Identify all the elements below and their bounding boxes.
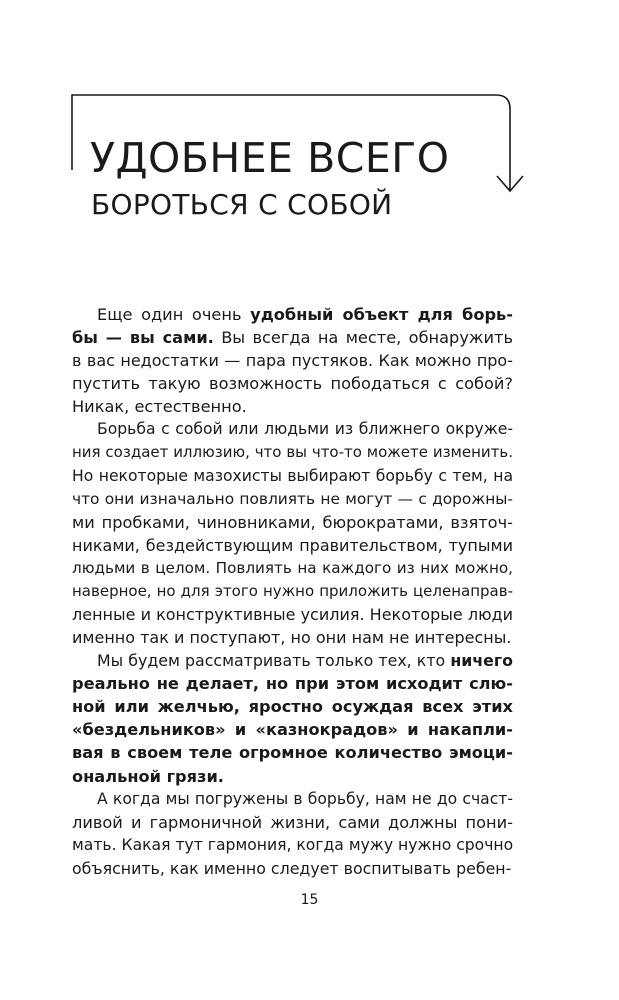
- text-line: [72, 811, 513, 834]
- chapter-subtitle: БОРОТЬСЯ С СОБОЙ: [91, 188, 393, 221]
- text-line: [72, 441, 513, 464]
- bold-text: «бездельников» и «казнокрадов» и накапли-: [72, 720, 513, 740]
- text-line: [72, 672, 513, 695]
- text-line: [72, 834, 513, 857]
- text-line: [72, 372, 513, 395]
- text-run: Вы всегда на месте, обнаружить: [213, 328, 513, 348]
- text-line: [72, 765, 513, 788]
- bold-text: ональной грязи.: [72, 766, 224, 786]
- text-run: объяснить, как именно следует воспитывать ребен-: [72, 858, 512, 878]
- text-run: ленные и конструктивные усилия. Некоторые люди: [72, 605, 513, 625]
- paragraph: [72, 649, 513, 787]
- text-line: [72, 580, 513, 603]
- text-run: Мы будем рассматривать только тех, кто: [97, 651, 451, 671]
- bold-text: реально не делает, но при этом исходит слю-: [72, 674, 513, 694]
- paragraph: [72, 303, 513, 418]
- text-line: [72, 418, 513, 441]
- text-run: Еще один очень: [97, 305, 251, 324]
- text-run: что они изначально повлиять не могут — с дорожны-: [72, 489, 513, 508]
- chapter-title: УДОБНЕЕ ВСЕГО: [90, 134, 450, 182]
- text-run: ния создает иллюзию, что вы что-то можете изменить.: [72, 443, 513, 462]
- page-number: 15: [300, 892, 319, 908]
- bold-text: ничего: [450, 651, 513, 671]
- text-run: Никак, естественно.: [72, 397, 247, 417]
- text-line: [72, 603, 513, 626]
- text-line: [72, 718, 513, 741]
- text-line: [72, 557, 513, 580]
- text-line: [72, 857, 513, 880]
- text-line: [72, 303, 513, 326]
- paragraph: [72, 418, 513, 649]
- bold-text: бы — вы сами.: [72, 328, 214, 348]
- text-line: [72, 349, 513, 372]
- text-line: [72, 511, 513, 534]
- text-line: [72, 488, 513, 511]
- text-run: пустить такую возможность пободаться с собой?: [72, 374, 513, 394]
- text-run: людьми в целом. Повлиять на каждого из них можно,: [72, 558, 513, 577]
- text-run: никами, бездействующим правительством, тупыми: [72, 535, 513, 555]
- text-run: ливой и гармоничной жизни, сами должны пони-: [72, 812, 513, 832]
- text-run: мать. Какая тут гармония, когда мужу нужно срочно: [72, 835, 514, 854]
- text-line: [72, 788, 513, 811]
- body-text: [72, 303, 513, 880]
- text-line: [72, 649, 513, 672]
- bold-text: ной или желчью, яростно осуждая всех этих: [72, 697, 513, 717]
- text-run: именно так и поступают, но они нам не интересны.: [72, 628, 512, 648]
- text-run: А когда мы погружены в борьбу, нам не до счаст-: [97, 789, 513, 808]
- text-run: ми пробками, чиновниками, бюрократами, взяточ-: [72, 512, 513, 532]
- text-line: [72, 534, 513, 557]
- text-line: [72, 465, 513, 488]
- text-line: [72, 741, 513, 764]
- bold-text: удобный объект для борь-: [250, 305, 513, 324]
- text-run: Но некоторые мазохисты выбирают борьбу с тем, на: [72, 466, 513, 485]
- text-line: [72, 695, 513, 718]
- bold-text: вая в своем теле огромное количество эмоци-: [72, 743, 513, 763]
- text-run: Борьба с собой или людьми из ближнего окруже-: [97, 420, 513, 439]
- text-line: [72, 395, 513, 418]
- text-run: в вас недостатки — пара пустяков. Как можно про-: [72, 351, 513, 371]
- text-line: [72, 326, 513, 349]
- text-run: наверное, но для этого нужно приложить целенаправ-: [72, 581, 513, 600]
- paragraph: [72, 788, 513, 880]
- text-line: [72, 626, 513, 649]
